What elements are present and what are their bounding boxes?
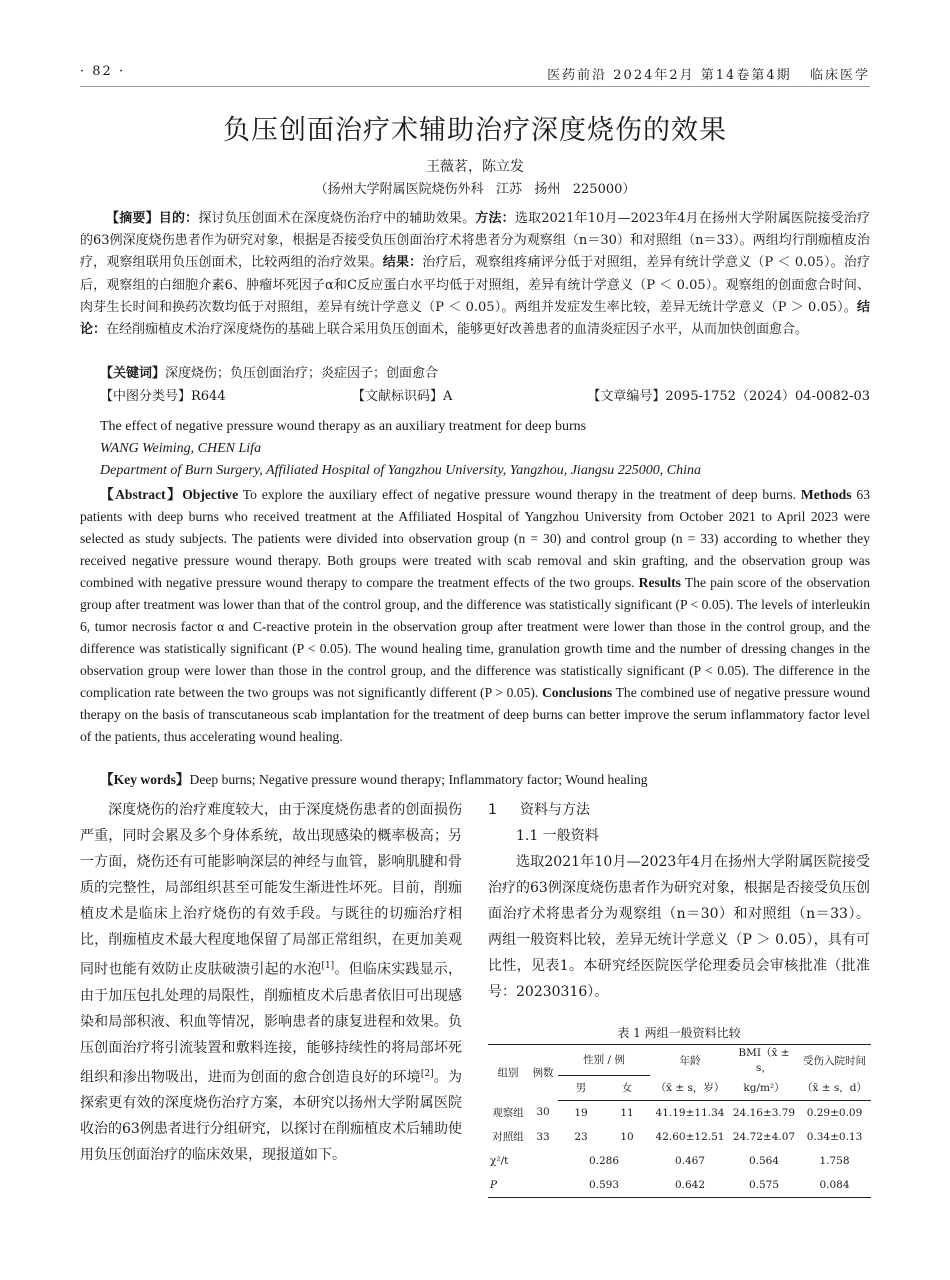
abstract-en — [80, 484, 870, 748]
keywords-text: 深度烧伤；负压创面治疗；炎症因子；创面愈合 — [165, 366, 439, 381]
cell-group: 观察组 — [492, 1106, 524, 1119]
method-label: 方法： — [475, 211, 515, 226]
keywords-en — [100, 768, 880, 788]
en-keywords-text: Deep burns; Negative pressure wound therapy; Inflammatory factor; Wound healing — [189, 772, 648, 787]
english-authors: WANG Weiming, CHEN Lifa — [100, 441, 262, 456]
page-header — [80, 62, 870, 87]
section-1-number: 1 — [488, 802, 497, 818]
keywords-label: 【关键词】 — [100, 366, 166, 381]
cell-male: 19 — [574, 1106, 588, 1119]
cell-male: 23 — [574, 1130, 588, 1143]
th-bmi-unit: kg/m²） — [730, 1075, 798, 1100]
english-title: The effect of negative pressure wound therapy as an auxiliary treatment for deep burns — [100, 419, 587, 434]
cell-female: 11 — [620, 1106, 634, 1119]
intro-text-b: 。但临床实践显示，由于加压包扎处理的局限性，削痂植皮术后患者依旧可出现感染和局部积液、积血等情况，影响患者的康复进程和效果。负压创面治疗将引流装置和敷料连接，能够持续性的将局部坏死组织和渗出物吸出，进而为创面的愈合创造良好的环境 — [80, 961, 463, 1086]
cell-p-time: 0.084 — [798, 1173, 871, 1198]
cell-age: 41.19±11.34 — [655, 1106, 725, 1119]
cell-stat-bmi: 0.564 — [748, 1154, 780, 1167]
conclusion-text: 在经削痂植皮术治疗深度烧伤的基础上联合采用负压创面术，能够更好改善患者的血清炎症因子水平，从而加快创面愈合。 — [106, 322, 809, 338]
paper-title: 负压创面治疗术辅助治疗深度烧伤的效果 — [223, 115, 727, 146]
cell-p-label: P — [488, 1173, 528, 1198]
th-time-unit: （x̄ ± s，d） — [798, 1075, 871, 1100]
cell-p-sex: 0.593 — [558, 1173, 650, 1198]
section-1-1-heading: 1.1 一般资料 — [516, 828, 599, 844]
en-keywords-label: 【Key words】 — [100, 772, 190, 787]
ref-2: [2] — [420, 1068, 434, 1079]
cell-p-age: 0.642 — [650, 1173, 730, 1198]
th-n: 例数 — [528, 1045, 558, 1101]
en-objective-text: To explore the auxiliary effect of negative pressure wound therapy in the treatment of deep burns. — [238, 487, 801, 502]
clc-number: 【中图分类号】R644 — [100, 389, 226, 404]
th-female: 女 — [604, 1075, 650, 1100]
th-sex: 性别 / 例 — [558, 1045, 650, 1076]
cell-bmi: 24.16±3.79 — [732, 1106, 796, 1119]
th-time: 受伤入院时间 — [798, 1045, 871, 1076]
result-text: 治疗后，观察组疼痛评分低于对照组，差异有统计学意义（P ＜ 0.05）。治疗后，观察组的白细胞介素6、肿瘤坏死因子α和C反应蛋白水平均低于对照组，差异有统计学意义（P ＜ 0.05）。观察组的创面愈合时间、肉芽生长时间和换药次数均低于对照组，差异有统计学意义（P ＜ 0.05）。两组并发症发生率比较，差异无统计学意义（P ＞ 0.05）。 — [80, 255, 870, 315]
cell-stat-sex: 0.286 — [588, 1154, 620, 1167]
doc-code: 【文献标识码】A — [352, 389, 453, 404]
en-methods-label: Methods — [800, 487, 852, 502]
english-affiliation: Department of Burn Surgery, Affiliated Hospital of Yangzhou University, Yangzhou, Jiangsu 225000, China — [100, 463, 701, 478]
intro-paragraph — [80, 797, 462, 1168]
en-abstract-label: 【Abstract】 — [100, 487, 183, 502]
table-row-stat — [488, 1149, 871, 1173]
en-conclusions-text: The combined use of negative pressure wound therapy on the basis of transcutaneous scab implantation for the treatment of deep burns can better improve the serum inflammatory factor level of the patients, thus accelerating wound healing. — [80, 685, 870, 744]
authors: 王薇茗，陈立发 — [426, 159, 524, 175]
intro-text-a: 深度烧伤的治疗难度较大，由于深度烧伤患者的创面损伤严重，同时会累及多个身体系统，故出现感染的概率极高；另一方面，烧伤还有可能影响深层的神经与血管，影响肌腱和骨质的完整性，局部组织甚至可能发生渐进性坏死。目前，削痂植皮术是临床上治疗烧伤的有效手段。与既往的切痂治疗相比，削痂植皮术最大程度地保留了局部正常组织，在更加美观同时也能有效防止皮肤破溃引起的水泡 — [80, 802, 462, 978]
ref-1: [1] — [321, 961, 335, 971]
cell-stat-label: χ²/t — [490, 1154, 509, 1167]
intro-text-c: 。为探索更有效的深度烧伤治疗方案，本研究以扬州大学附属医院收治的63例患者进行分组研究，以探讨在削痂植皮术后辅助使用负压创面治疗的临床效果，现报道如下。 — [80, 1069, 463, 1164]
th-age: 年龄 — [650, 1045, 730, 1076]
table-row — [488, 1100, 871, 1125]
cell-stat-age: 0.467 — [674, 1154, 706, 1167]
abstract-label: 【摘要】 — [106, 211, 159, 226]
cell-bmi: 24.72±4.07 — [732, 1130, 796, 1143]
cell-age: 42.60±12.51 — [655, 1130, 725, 1143]
en-results-label: Results — [638, 575, 681, 590]
cell-n: 33 — [536, 1130, 550, 1143]
objective-label: 目的： — [158, 211, 199, 226]
section-1-heading — [488, 797, 870, 823]
conclusion-label: 结论： — [80, 299, 870, 338]
en-conclusions-label: Conclusions — [541, 685, 613, 700]
abstract-cn — [80, 208, 870, 341]
cell-n: 30 — [536, 1106, 550, 1119]
cell-female: 10 — [620, 1130, 634, 1143]
method-text: 选取2021年10月—2023年4月在扬州大学附属医院接受治疗的63例深度烧伤患者作为研究对象，根据是否接受负压创面治疗术将患者分为观察组（n＝30）和对照组（n＝33）。两组均行削痂植皮治疗，观察组联用负压创面术，比较两组的治疗效果。 — [80, 211, 870, 271]
cell-time: 0.34±0.13 — [806, 1130, 863, 1143]
section-1-1-text: 选取2021年10月—2023年4月在扬州大学附属医院接受治疗的63例深度烧伤患者作为研究对象，根据是否接受负压创面治疗术将患者分为观察组（n＝30）和对照组（n＝33）。两组一般资料比较，差异无统计学意义（P ＞ 0.05），具有可比性，见表1。本研究经医院医学伦理委员会审核批准（批准号：20230316）。 — [488, 854, 870, 1000]
cell-time: 0.29±0.09 — [806, 1106, 863, 1119]
methods-column — [488, 797, 870, 1005]
cell-stat-time: 1.758 — [819, 1154, 850, 1167]
en-results-text: The pain score of the observation group after treatment was lower than that of the control group, and the difference was statistically significant (P < 0.05). The levels of interleukin 6, tumor necrosis factor α and C-reactive protein in the observation group after treatment were lower than those in the control group, and the difference was statistically significant (P < 0.05). The wound healing time, granulation growth time and the number of dressing changes in the observation group were lower than those in the control group, and the difference was statistically significant (P < 0.05). The difference in the complication rate between the two groups was not significantly different (P > 0.05). — [80, 575, 871, 700]
en-objective-label: Objective — [182, 487, 239, 502]
journal-line: 医药前沿 2024年2月 第14卷第4期 临床医学 — [547, 68, 870, 83]
en-methods-text: 63 patients with deep burns who received treatment at the Affiliated Hospital of Yangzhou University from October 2021 to April 2023 were selected as study subjects. The patients were divided into observation group (n = 30) and control group (n = 33) according to whether they received negative pressure wound therapy. Both groups were treated with scab removal and skin grafting, and the observation group was combined with negative pressure wound therapy to compare the treatment effects of the two groups. — [80, 487, 871, 590]
cell-p-bmi: 0.575 — [730, 1173, 798, 1198]
article-number: 【文章编号】2095-1752（2024）04-0082-03 — [587, 389, 870, 404]
keywords-cn — [100, 362, 438, 381]
th-age-unit: （x̄ ± s，岁） — [650, 1075, 730, 1100]
table-1 — [488, 1044, 871, 1198]
objective-text: 探讨负压创面术在深度烧伤治疗中的辅助效果。 — [198, 211, 476, 226]
section-1-title: 资料与方法 — [520, 802, 590, 818]
result-label: 结果： — [382, 255, 423, 271]
cell-group: 对照组 — [492, 1131, 524, 1143]
table-row — [488, 1125, 871, 1149]
affiliation: （扬州大学附属医院烧伤外科 江苏 扬州 225000） — [314, 182, 636, 197]
table-1-caption: 表 1 两组一般资料比较 — [617, 1026, 741, 1040]
page-number: · 82 · — [80, 64, 126, 79]
th-group: 组别 — [488, 1045, 528, 1101]
th-male: 男 — [558, 1075, 604, 1100]
th-bmi: BMI（x̄ ± s， — [730, 1045, 798, 1076]
table-row-p — [488, 1173, 871, 1198]
